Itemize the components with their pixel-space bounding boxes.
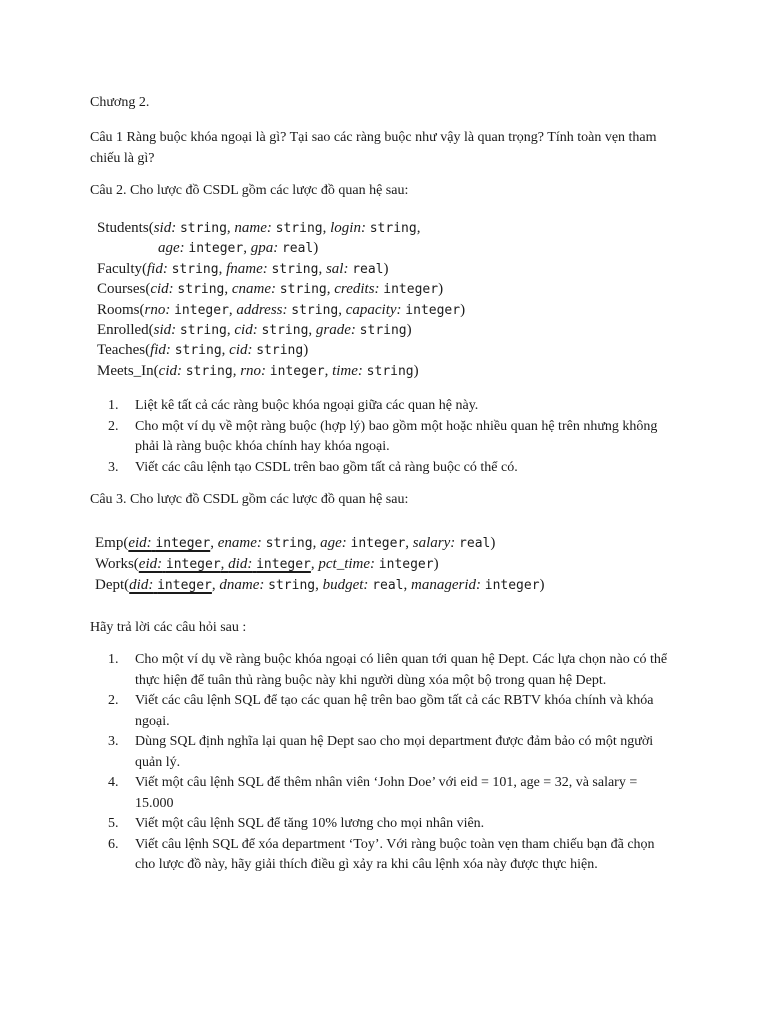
schema-courses: Courses(cid: string, cname: string, credits: integer) <box>97 281 444 298</box>
schema-faculty: Faculty(fid: string, fname: string, sal: real) <box>97 260 389 277</box>
list-item: 3. Dùng SQL định nghĩa lại quan hệ Dept sao cho mọi department được đảm bảo có một người quản lý. <box>108 734 654 770</box>
q2-task-list <box>108 396 678 478</box>
question-1: Câu 1 Ràng buộc khóa ngoại là gì? Tại sao các ràng buộc như vậy là quan trọng? Tính toàn vẹn tham chiếu là gì? <box>90 130 657 166</box>
question-2-intro: Câu 2. Cho lược đồ CSDL gồm các lược đồ quan hệ sau: <box>90 183 409 198</box>
question-3-intro: Câu 3. Cho lược đồ CSDL gồm các lược đồ quan hệ sau: <box>90 492 409 507</box>
list-item: 1. Liệt kê tất cả các ràng buộc khóa ngoại giữa các quan hệ này. <box>108 398 479 413</box>
q3-task-list <box>108 650 678 876</box>
answer-prompt: Hãy trả lời các câu hỏi sau : <box>90 620 247 635</box>
schema-meets-in: Meets_In(cid: string, rno: integer, time: string) <box>97 362 419 379</box>
chapter-title: Chương 2. <box>90 95 150 110</box>
schema-teaches: Teaches(fid: string, cid: string) <box>97 342 309 359</box>
schema-students: Students(sid: string, name: string, login: string, <box>97 220 421 236</box>
q3-schema <box>95 533 545 596</box>
schema-dept: Dept(did: integer, dname: string, budget: real, managerid: integer) <box>95 577 545 593</box>
list-item: 6. Viết câu lệnh SQL để xóa department ‘Toy’. Với ràng buộc toàn vẹn tham chiếu bạn đã chọn cho lược đồ này, hãy giải thích điều gì xảy ra khi câu lệnh xóa này được thực hiện. <box>108 836 655 872</box>
schema-rooms: Rooms(rno: integer, address: string, capacity: integer) <box>97 301 466 318</box>
schema-emp: Emp(eid: integer, ename: string, age: integer, salary: real) <box>95 535 496 551</box>
list-item: 2. Viết các câu lệnh SQL để tạo các quan hệ trên bao gồm tất cả các RBTV khóa chính và khóa ngoại. <box>108 693 654 729</box>
list-item: 3. Viết các câu lệnh tạo CSDL trên bao gồm tất cả ràng buộc có thể có. <box>108 459 518 475</box>
list-item: 4. Viết một câu lệnh SQL để thêm nhân viên ‘John Doe’ với eid = 101, age = 32, và salary = 15.000 <box>108 775 638 811</box>
list-item: 1. Cho một ví dụ về ràng buộc khóa ngoại có liên quan tới quan hệ Dept. Các lựa chọn nào có thể thực hiện để tuân thủ ràng buộc này khi người dùng xóa một bộ trong quan hệ Dept. <box>108 652 668 688</box>
list-item: 2. Cho một ví dụ về một ràng buộc (hợp lý) bao gồm một hoặc nhiều quan hệ trên nhưng không phải là ràng buộc khóa chính hay khóa ngoại. <box>108 418 658 454</box>
q2-schema <box>97 218 465 381</box>
schema-students-cont: age: integer, gpa: real) <box>158 240 319 257</box>
list-item: 5. Viết một câu lệnh SQL để tăng 10% lương cho mọi nhân viên. <box>108 816 485 831</box>
schema-works: Works(eid: integer, did: integer, pct_time: integer) <box>95 556 439 572</box>
schema-enrolled: Enrolled(sid: string, cid: string, grade: string) <box>97 321 412 338</box>
